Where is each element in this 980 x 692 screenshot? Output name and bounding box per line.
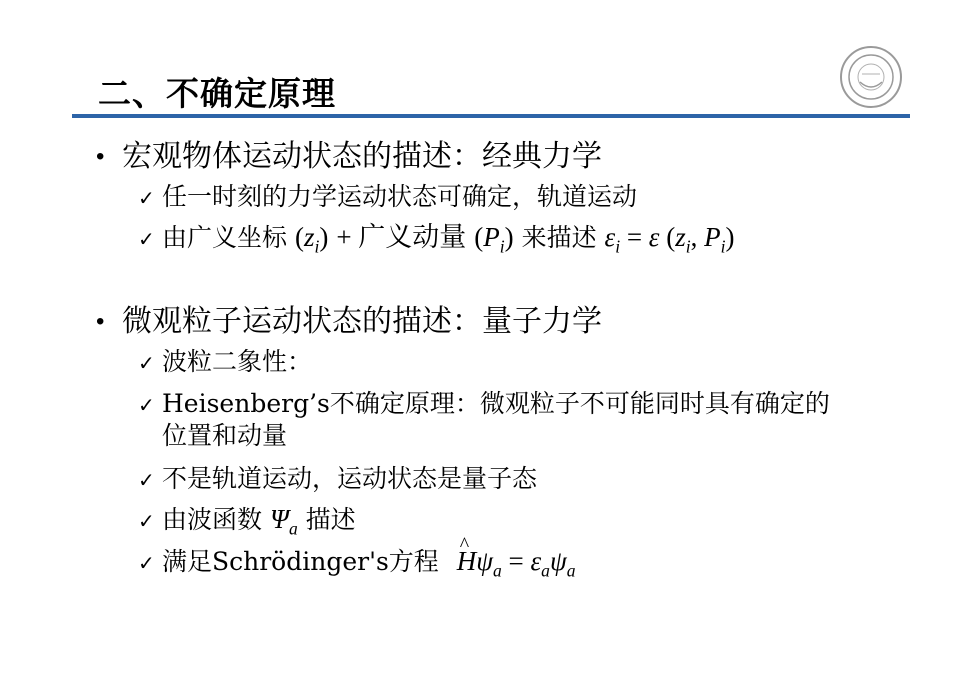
item-text: 满足Schrödinger's方程	[162, 547, 439, 576]
title-divider	[72, 114, 910, 118]
checkmark-icon: ✓	[138, 509, 155, 533]
list-item	[138, 463, 537, 496]
checkmark-icon: ✓	[138, 551, 155, 575]
university-seal-icon	[838, 44, 904, 110]
generalized-coordinate-formula: $(z_i)$	[294, 222, 329, 257]
checkmark-icon: ✓	[138, 393, 155, 417]
item-text: 由波函数	[162, 505, 263, 534]
list-item-continuation: 位置和动量	[162, 421, 288, 450]
list-item	[138, 221, 734, 262]
item-text: 来描述	[521, 223, 597, 252]
item-text: Heisenberg’s不确定原理：微观粒子不可能同时具有确定的	[162, 389, 830, 418]
bullet-dot-icon: •	[96, 308, 105, 335]
checkmark-icon: ✓	[138, 351, 155, 375]
list-item	[138, 346, 312, 379]
page-title: 二、不确定原理	[98, 74, 336, 113]
list-item	[138, 545, 575, 586]
generalized-momentum-formula: $(P_i)$	[474, 222, 514, 257]
list-item	[138, 388, 830, 421]
wavefunction-symbol: $\Psi_a$	[269, 504, 298, 539]
list-item	[138, 503, 356, 544]
item-text: 任一时刻的力学运动状态可确定，轨道运动	[162, 182, 638, 211]
bullet-dot-icon: •	[96, 143, 105, 170]
item-text: + 广义动量	[336, 222, 467, 252]
heading-text: 宏观物体运动状态的描述：经典力学	[122, 139, 602, 174]
item-text: 由广义坐标	[162, 223, 288, 252]
list-item	[138, 181, 637, 214]
heading-text: 微观粒子运动状态的描述：量子力学	[122, 304, 602, 339]
checkmark-icon: ✓	[138, 186, 155, 210]
item-text: 描述	[305, 505, 356, 534]
energy-formula: $\varepsilon_i = \varepsilon$ ($z_i$, $P_i$)	[604, 222, 735, 257]
checkmark-icon: ✓	[138, 227, 155, 251]
item-text: 波粒二象性：	[162, 347, 313, 376]
item-text: 不是轨道运动，运动状态是量子态	[162, 464, 538, 493]
checkmark-icon: ✓	[138, 468, 155, 492]
section-heading-classical	[96, 137, 602, 177]
schrodinger-equation: ^ $H\psi_a = \varepsilon_a\psi_a$	[457, 546, 576, 576]
section-heading-quantum	[96, 302, 602, 342]
